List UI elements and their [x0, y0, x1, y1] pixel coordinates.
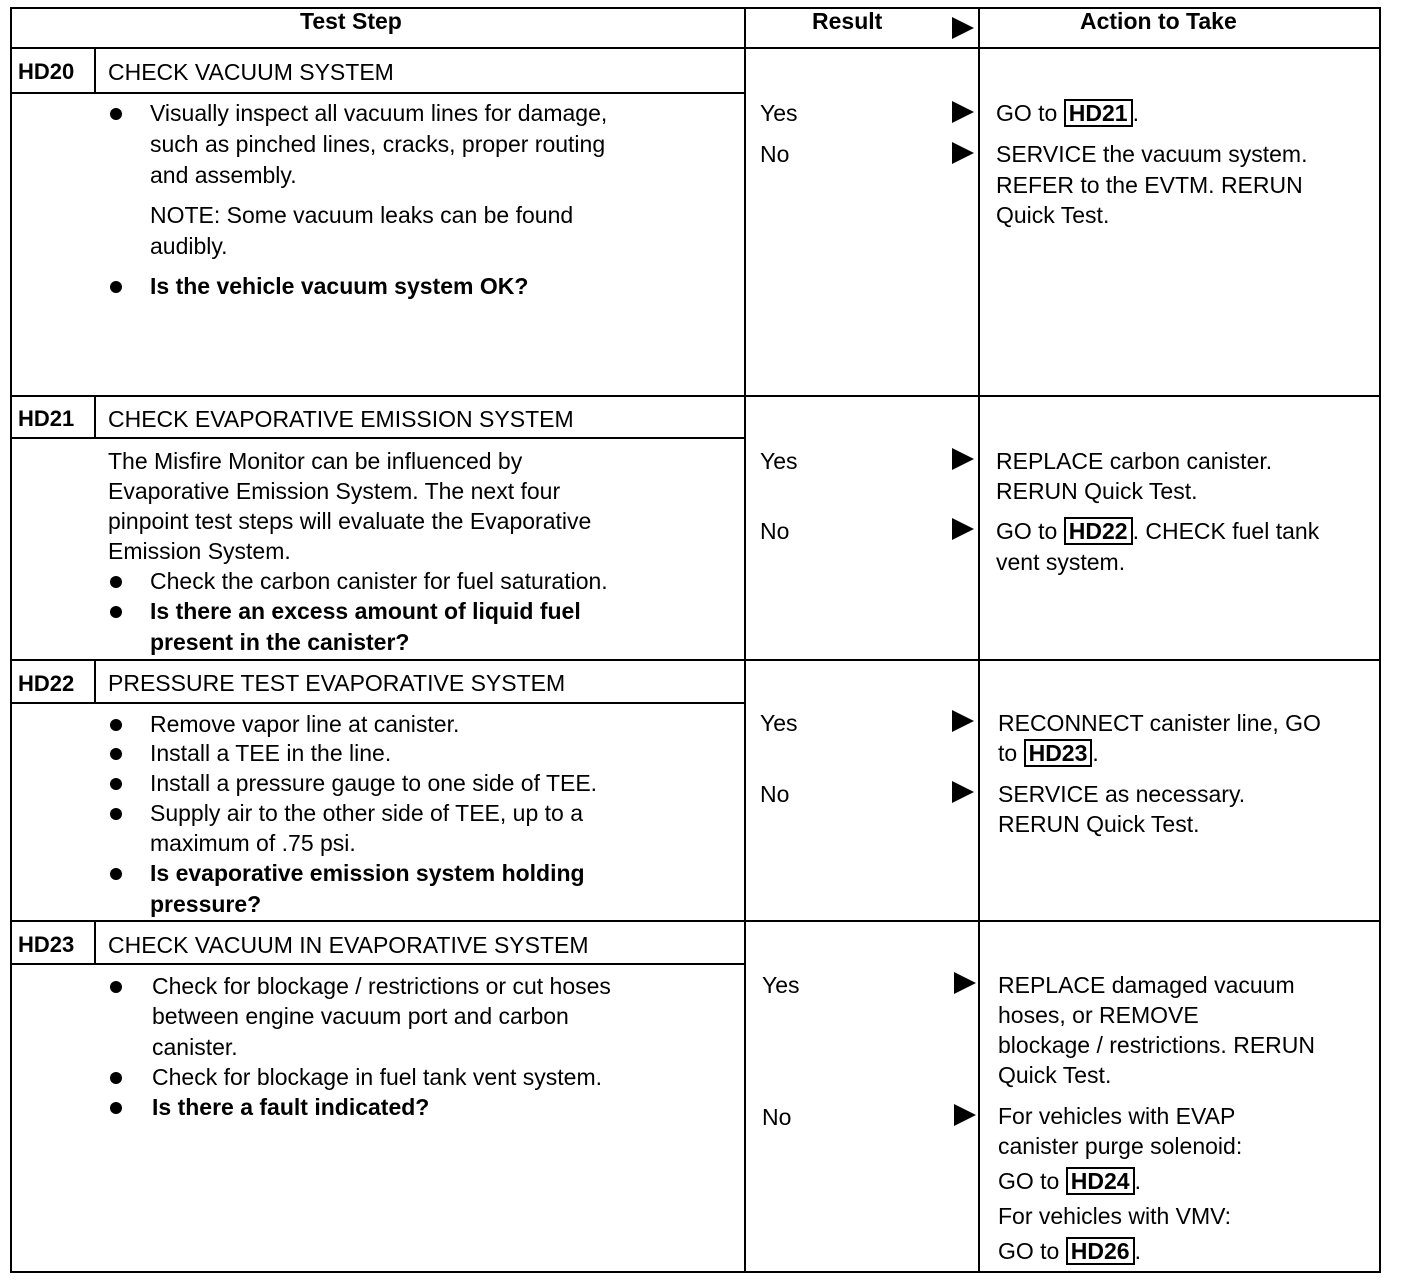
row-divider [10, 920, 1381, 922]
hd23-body-line: canister. [152, 1034, 238, 1060]
hd22-title-divider [10, 702, 746, 704]
hd22-question: pressure? [150, 891, 262, 917]
hd23-yes-action: blockage / restrictions. RERUN [998, 1032, 1315, 1058]
hd22-no: No [760, 781, 790, 807]
hd22-body-line: Install a TEE in the line. [150, 740, 392, 766]
hd21-body-line: Evaporative Emission System. The next four [108, 478, 561, 504]
hd22-no-action: SERVICE as necessary. [998, 781, 1246, 807]
hd23-no: No [762, 1104, 792, 1130]
hd23-code-divider [94, 920, 96, 964]
hd22-question: Is evaporative emission system holding [150, 860, 585, 886]
arrow-icon [952, 710, 974, 732]
hd20-note: NOTE: Some vacuum leaks can be found [150, 202, 574, 228]
hd21-no-action: GO to HD22 . CHECK fuel tank [996, 518, 1320, 544]
hd23-yes-action: REPLACE damaged vacuum [998, 972, 1295, 998]
hd22-title: PRESSURE TEST EVAPORATIVE SYSTEM [108, 670, 566, 696]
arrow-icon [954, 1104, 976, 1126]
hd21-body-line: The Misfire Monitor can be influenced by [108, 448, 523, 474]
bullet-icon [110, 748, 122, 760]
bullet-icon [110, 606, 122, 618]
hd20-code-divider [94, 47, 96, 93]
hd23-no-action: For vehicles with EVAP [998, 1103, 1236, 1129]
hd21-question: present in the canister? [150, 629, 410, 655]
hd22-body-line: Remove vapor line at canister. [150, 711, 460, 737]
hd21-question: Is there an excess amount of liquid fuel [150, 598, 581, 624]
hd23-no-action: GO to HD24 . [998, 1168, 1141, 1194]
bullet-icon [110, 281, 122, 293]
row-divider [10, 395, 1381, 397]
arrow-icon [952, 518, 974, 540]
hd23-body-line: between engine vacuum port and carbon [152, 1003, 569, 1029]
hd20-body-line: Visually inspect all vacuum lines for damage, [150, 100, 608, 126]
header-arrow-icon [952, 17, 974, 39]
hd21-body-line: pinpoint test steps will evaluate the Evaporative [108, 508, 592, 534]
hd21-yes: Yes [760, 448, 798, 474]
hd22-body-line: maximum of .75 psi. [150, 830, 356, 856]
hd20-question: Is the vehicle vacuum system OK? [150, 273, 529, 299]
hd21-yes-action: REPLACE carbon canister. [996, 448, 1273, 474]
hd21-title-divider [10, 437, 746, 439]
hd21-body-line: Emission System. [108, 538, 291, 564]
arrow-icon [952, 781, 974, 803]
header-divider [10, 47, 1381, 49]
hd23-no-action: For vehicles with VMV: [998, 1203, 1232, 1229]
header-result: Result [812, 8, 883, 34]
column-divider-result [744, 7, 746, 1273]
hd26-reference[interactable]: HD26 [1066, 1237, 1135, 1265]
header-action: Action to Take [1080, 8, 1237, 34]
arrow-icon [952, 448, 974, 470]
hd23-body-line: Check for blockage / restrictions or cut hoses [152, 973, 611, 999]
hd23-title-divider [10, 963, 746, 965]
hd23-title: CHECK VACUUM IN EVAPORATIVE SYSTEM [108, 932, 589, 958]
hd23-body-line: Check for blockage in fuel tank vent system. [152, 1064, 602, 1090]
hd21-yes-action: RERUN Quick Test. [996, 478, 1198, 504]
hd21-body-line: Check the carbon canister for fuel saturation. [150, 568, 608, 594]
hd21-title: CHECK EVAPORATIVE EMISSION SYSTEM [108, 406, 574, 432]
hd20-title: CHECK VACUUM SYSTEM [108, 59, 394, 85]
hd23-no-action: canister purge solenoid: [998, 1133, 1243, 1159]
bullet-icon [110, 1102, 122, 1114]
bullet-icon [110, 719, 122, 731]
bullet-icon [110, 778, 122, 790]
arrow-icon [952, 101, 974, 123]
bullet-icon [110, 981, 122, 993]
hd23-no-action: GO to HD26 . [998, 1238, 1141, 1264]
hd23-yes-action: Quick Test. [998, 1062, 1112, 1088]
hd22-body-line: Supply air to the other side of TEE, up to a [150, 800, 584, 826]
arrow-icon [952, 142, 974, 164]
hd21-no-action: vent system. [996, 549, 1126, 575]
hd20-body-line: and assembly. [150, 162, 297, 188]
hd20-yes-action: GO to HD21 . [996, 100, 1139, 126]
hd20-note: audibly. [150, 233, 228, 259]
hd22-yes: Yes [760, 710, 798, 736]
hd22-reference[interactable]: HD22 [1064, 517, 1133, 545]
hd20-no-action: REFER to the EVTM. RERUN [996, 172, 1303, 198]
bullet-icon [110, 1072, 122, 1084]
hd20-body-line: such as pinched lines, cracks, proper routing [150, 131, 606, 157]
hd23-yes: Yes [762, 972, 800, 998]
bullet-icon [110, 868, 122, 880]
hd21-no: No [760, 518, 790, 544]
hd20-title-divider [10, 92, 746, 94]
hd21-code: HD21 [18, 406, 75, 431]
hd22-body-line: Install a pressure gauge to one side of TEE. [150, 770, 598, 796]
hd20-yes: Yes [760, 100, 798, 126]
hd23-yes-action: hoses, or REMOVE [998, 1002, 1199, 1028]
hd21-code-divider [94, 395, 96, 438]
bullet-icon [110, 576, 122, 588]
column-divider-action [978, 7, 980, 1273]
hd23-reference[interactable]: HD23 [1024, 739, 1093, 767]
hd20-code: HD20 [18, 59, 75, 84]
bullet-icon [110, 808, 122, 820]
hd24-reference[interactable]: HD24 [1066, 1167, 1135, 1195]
hd20-no-action: SERVICE the vacuum system. [996, 141, 1308, 167]
row-divider [10, 659, 1381, 661]
hd20-no-action: Quick Test. [996, 202, 1110, 228]
hd21-reference[interactable]: HD21 [1064, 99, 1133, 127]
hd22-code-divider [94, 659, 96, 703]
hd20-no: No [760, 141, 790, 167]
hd22-yes-action: to HD23 . [998, 740, 1099, 766]
hd23-code: HD23 [18, 932, 75, 957]
header-test-step: Test Step [300, 8, 402, 34]
hd22-code: HD22 [18, 671, 75, 696]
arrow-icon [954, 972, 976, 994]
hd23-question: Is there a fault indicated? [152, 1094, 430, 1120]
hd22-no-action: RERUN Quick Test. [998, 811, 1200, 837]
hd22-yes-action: RECONNECT canister line, GO [998, 710, 1321, 736]
bullet-icon [110, 108, 122, 120]
